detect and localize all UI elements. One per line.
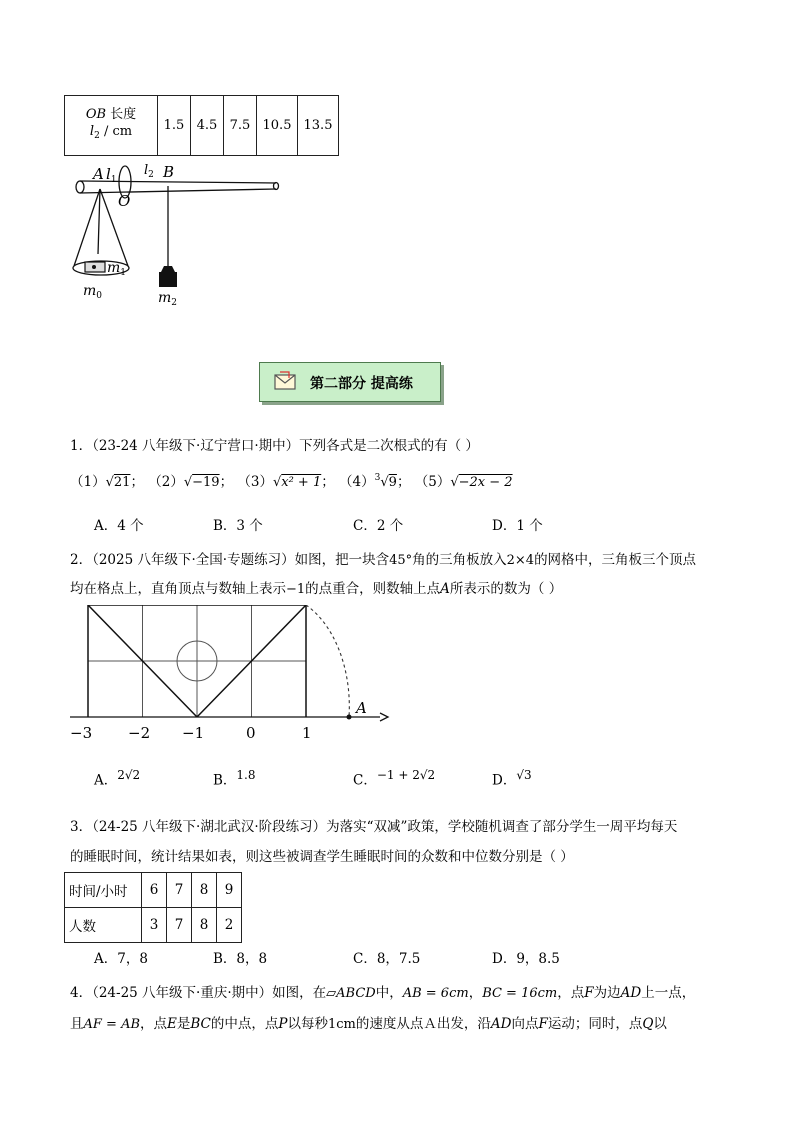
label-m2-text: m (158, 290, 172, 306)
q1-item-label: （3） (237, 474, 273, 490)
q4-text: 的中点，点 (210, 1016, 279, 1032)
label-b: B (163, 163, 175, 181)
label-l1-sub: 1 (110, 175, 117, 185)
ob-value-cell: 7.5 (224, 96, 257, 156)
label-l1-text: l (106, 165, 111, 183)
sqrt-icon: √ (272, 475, 282, 490)
q4-line1 (70, 981, 695, 1001)
axis-label: −2 (128, 724, 151, 742)
q1-root-index: 3 (374, 473, 381, 483)
table-cell: 2 (217, 908, 242, 943)
q2-line1 (70, 548, 696, 568)
axis-label: −1 (182, 724, 205, 742)
ob-header-unit: / cm (99, 124, 133, 139)
ob-value-cell: 10.5 (257, 96, 298, 156)
q4-speed: 1cm (327, 1017, 356, 1032)
q2-text: 所表示的数为（ ） (449, 581, 563, 597)
sqrt-icon: √ (450, 475, 459, 490)
table-header-cell: 人数 (65, 908, 142, 943)
q3-option-d[interactable]: D．9，8.5 (492, 951, 560, 967)
q2-line2 (70, 577, 562, 597)
q2-option-d[interactable] (492, 768, 532, 789)
label-l1 (106, 165, 117, 185)
q4-text: 4．（24-25 八年级下·重庆·期中）如图，在 (70, 985, 327, 1001)
q4-text: 的速度从点Ａ出发，沿 (355, 1016, 491, 1032)
q1-sep: ； (396, 474, 411, 490)
string-left (74, 189, 100, 266)
rod-bottom (80, 189, 276, 193)
q4-ad: AD (620, 985, 642, 1001)
q2-option-value: 1.8 (236, 768, 256, 782)
q4-ab: AB = 6cm (402, 986, 469, 1001)
axis-label: −3 (70, 724, 93, 742)
q4-text: ， (468, 985, 483, 1001)
label-m0-sub: 0 (96, 291, 103, 301)
q1-item-label: （4） (339, 474, 375, 490)
weight-m2 (159, 272, 177, 287)
q2-text: 的网格中，三角板三个顶点 (534, 552, 697, 568)
table-row (65, 873, 242, 908)
axis-label: 1 (302, 724, 312, 742)
section-title: 第二部分 提高练 (310, 376, 413, 392)
q4-text: 是 (176, 1016, 191, 1032)
ob-table-header (65, 96, 158, 156)
ob-header-rest: 长度 (106, 107, 137, 122)
table-cell: 8 (192, 873, 217, 908)
q4-text: 为边 (593, 985, 621, 1001)
ob-header-l: l (89, 124, 95, 139)
q2-option-letter: B． (213, 772, 237, 789)
q2-number: −1 (286, 582, 306, 597)
table-cell: 6 (142, 873, 167, 908)
q4-text: 且 (70, 1016, 84, 1032)
q2-option-letter: C． (353, 772, 377, 789)
q2-option-value: √3 (516, 768, 532, 782)
ob-value-cell: 1.5 (158, 96, 191, 156)
q4-parallelogram: ▱ABCD (326, 986, 376, 1001)
section-banner (259, 362, 441, 402)
q4-text: 上一点， (641, 985, 696, 1001)
q3-option-c[interactable]: C．8，7.5 (353, 951, 421, 967)
q2-option-a[interactable] (94, 768, 140, 789)
axis-label: 0 (246, 724, 256, 742)
q2-option-value: −1 + 2√2 (376, 768, 436, 782)
arc-dashed (306, 605, 349, 717)
q1-sep: ； (321, 474, 335, 490)
q4-point-f: F (584, 985, 594, 1001)
q2-option-letter: D． (492, 772, 517, 789)
ob-header-italic: OB (85, 107, 107, 122)
label-m1 (107, 260, 126, 278)
axis-arrow-icon (380, 713, 388, 721)
ob-header-sub: 2 (94, 131, 100, 141)
q4-text: ，点 (557, 985, 585, 1001)
table-cell: 7 (167, 873, 192, 908)
q1-sep: ； (130, 474, 144, 490)
weight-top (161, 266, 175, 272)
table-cell: 9 (217, 873, 242, 908)
sqrt-icon: √ (380, 475, 389, 490)
q2-option-c[interactable] (353, 768, 435, 789)
grid-figure (70, 605, 400, 725)
q2-point-a: A (440, 581, 450, 597)
q1-option-c[interactable]: C．2 个 (353, 518, 404, 534)
q1-option-b[interactable]: B．3 个 (213, 518, 263, 534)
sqrt-icon: √ (183, 475, 193, 490)
ob-value-cell: 13.5 (298, 96, 339, 156)
label-m1-text: m (107, 260, 121, 276)
q4-bc: BC = 16cm (482, 986, 558, 1001)
q4-af-ab: AF = AB (83, 1017, 141, 1032)
q2-option-b[interactable] (213, 768, 256, 789)
sleep-table (64, 872, 242, 943)
q1-radicand: x² + 1 (281, 475, 322, 490)
label-l2-text: l (144, 163, 149, 178)
rod-left-end (76, 181, 84, 193)
label-l2-sub: 2 (148, 170, 154, 180)
q3-line2: 的睡眠时间，统计结果如表，则这些被调查学生睡眠时间的众数和中位数分别是（ ） (70, 849, 574, 865)
q1-option-d[interactable]: D．1 个 (492, 518, 543, 534)
q3-line1: 3．（24-25 八年级下·湖北武汉·阶段练习）为落实“双减”政策，学校随机调查了部分学生一周平均每天 (70, 819, 678, 835)
q1-sep: ； (219, 474, 234, 490)
label-m1-sub: 1 (120, 268, 127, 278)
q1-item-label: （2） (148, 474, 184, 490)
q4-line2 (70, 1012, 667, 1032)
q2-option-value: 2√2 (117, 768, 141, 782)
q4-text: 向点 (511, 1016, 539, 1032)
q4-point-f2: F (538, 1016, 548, 1032)
label-m2-sub: 2 (171, 298, 178, 308)
label-m0 (83, 283, 102, 301)
q4-text: ，点 (140, 1016, 168, 1032)
q2-text: 的点重合，则数轴上点 (305, 581, 441, 597)
q2-degree: 45° (389, 553, 413, 568)
q4-text: 以 (653, 1016, 667, 1032)
q3-option-a[interactable]: A．7，8 (94, 951, 148, 967)
point-a-label: A (356, 699, 367, 717)
ob-length-table (64, 95, 339, 156)
q1-radicand: −2x − 2 (458, 475, 513, 490)
q2-text: 均在格点上，直角顶点与数轴上表示 (70, 581, 286, 597)
q1-item-label: （1） (70, 474, 106, 490)
q2-option-letter: A． (94, 772, 118, 789)
label-o: O (118, 192, 131, 210)
rod-right-end (274, 183, 279, 190)
q4-text: 运动；同时，点 (547, 1016, 643, 1032)
point-a-dot (347, 715, 352, 720)
q4-point-p: P (278, 1016, 288, 1032)
table-row (65, 908, 242, 943)
q4-bc-seg: BC (190, 1016, 211, 1032)
label-a: A (93, 165, 104, 183)
table-header-cell: 时间/小时 (65, 873, 142, 908)
q4-text: 中， (375, 985, 403, 1001)
ob-value-cell: 4.5 (191, 96, 224, 156)
q1-stem: 1．（23-24 八年级下·辽宁营口·期中）下列各式是二次根式的有（ ） (70, 438, 479, 454)
q2-text: 角的三角板放入 (412, 552, 507, 568)
table-cell: 8 (192, 908, 217, 943)
q2-grid-size: 2×4 (506, 553, 535, 568)
q4-point-e: E (167, 1016, 177, 1032)
q3-option-b[interactable]: B．8，8 (213, 951, 268, 967)
table-cell: 7 (167, 908, 192, 943)
q2-text: 2．（2025 八年级下·全国·专题练习）如图，把一块含 (70, 552, 390, 568)
q1-radicand: 21 (113, 475, 131, 490)
q1-option-a[interactable]: A．4 个 (94, 518, 144, 534)
q1-radicand: 9 (388, 475, 397, 490)
envelope-icon (274, 371, 296, 391)
q4-ad-seg: AD (490, 1016, 512, 1032)
string-middle (98, 189, 100, 254)
q4-text: 以每秒 (287, 1016, 328, 1032)
label-m2 (158, 290, 177, 308)
label-l2 (144, 163, 154, 180)
table-cell: 3 (142, 908, 167, 943)
label-m0-text: m (83, 283, 97, 299)
q1-radicand: −19 (192, 475, 220, 490)
q1-items (70, 470, 513, 490)
q1-item-label: （5） (414, 474, 451, 490)
sqrt-icon: √ (105, 475, 114, 490)
q4-point-q: Q (642, 1016, 654, 1032)
object-dot (92, 265, 96, 269)
